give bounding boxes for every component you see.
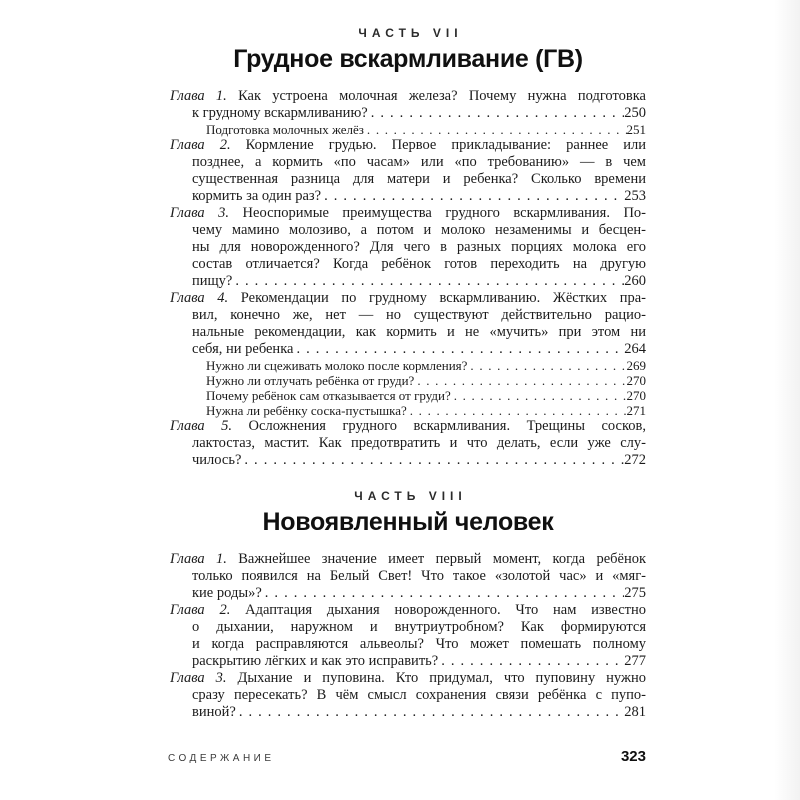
toc-entry-text: сразу пересекать? В чём смысл сохранения связи ребёнка с пупо- [192, 687, 646, 703]
toc-entry-text: Важнейшее значение имеет первый момент, когда ребёнок [238, 551, 646, 567]
toc-entry-last-line [170, 452, 646, 469]
toc-entry-text: Как устроена молочная железа? Почему нужна подготовка [238, 88, 646, 104]
entry-page-number: 277 [624, 653, 646, 669]
toc-entry [170, 403, 646, 418]
toc-entry-text: Дыхание и пуповина. Кто придумал, что пуповину нужно [237, 670, 646, 686]
toc-entry-text: Адаптация дыхания новорожденного. Что нам известно [245, 602, 646, 618]
toc-entry-last-line [170, 122, 646, 137]
footer-section-label: СОДЕРЖАНИЕ [168, 753, 275, 764]
entry-page-number: 253 [624, 188, 646, 204]
part-title: Грудное вскармливание (ГВ) [233, 45, 583, 73]
toc-entry-line [170, 619, 646, 636]
dot-leader [451, 388, 627, 403]
toc-entry-text: позднее, а кормить «по часам» или «по требованию» — в чем [192, 154, 646, 170]
toc-entry-line [170, 137, 646, 154]
toc-entry-text: пищу? [192, 273, 233, 289]
toc-root [170, 26, 646, 721]
toc-entry [170, 358, 646, 373]
toc-entry [170, 205, 646, 290]
toc-entry-last-line [170, 358, 646, 373]
toc-entry [170, 551, 646, 602]
toc-entry-text: виной? [192, 704, 236, 720]
toc-entry-text: Нужна ли ребёнку соска-пустышка? [206, 403, 407, 418]
toc-entry-text: раскрытию лёгких и как это исправить? [192, 653, 439, 669]
toc-entry-text: и когда расправляются альвеолы? Что может помешать полному [192, 636, 646, 652]
toc-entry-text: себя, ни ребенка [192, 341, 294, 357]
dot-leader [364, 122, 627, 137]
toc-entry-text: о дыхании, наружном и внутриутробном? Как формируются [192, 619, 646, 635]
toc-entry-text: Подготовка молочных желёз [206, 122, 364, 137]
dot-leader [321, 188, 624, 205]
part-title: Новоявленный человек [262, 508, 554, 536]
toc-entry-line [170, 435, 646, 452]
dot-leader [407, 403, 627, 418]
toc-entry-last-line [170, 273, 646, 290]
dot-leader [438, 653, 624, 670]
toc-entry [170, 373, 646, 388]
toc-entry-line [170, 205, 646, 222]
toc-entry-line [170, 418, 646, 435]
dot-leader [293, 341, 624, 358]
toc-entry-last-line [170, 585, 646, 602]
toc-entry [170, 290, 646, 358]
toc-entry-last-line [170, 403, 646, 418]
toc-entry-text: существенная разница для матери и ребенка? Сколько времени [192, 171, 646, 187]
toc-entry-last-line [170, 653, 646, 670]
toc-entry-last-line [170, 341, 646, 358]
chapter-label: Глава 5. [170, 418, 233, 434]
entry-page-number: 271 [626, 403, 646, 418]
entry-page-number: 281 [624, 704, 646, 720]
chapter-label: Глава 2. [170, 137, 231, 153]
folio-page-number: 323 [620, 748, 646, 765]
chapter-label: Глава 2. [170, 602, 231, 618]
toc-entry [170, 88, 646, 122]
toc-entry-text: состав отличается? Когда ребёнок готов переходить на другую [192, 256, 646, 272]
toc-entry-last-line [170, 105, 646, 122]
toc-entry-text: лактостаз, мастит. Как предотвратить и что делать, если уже слу- [192, 435, 646, 451]
toc-entry-last-line [170, 188, 646, 205]
entry-page-number: 251 [626, 122, 646, 137]
entry-page-number: 270 [626, 388, 646, 403]
toc-entry [170, 122, 646, 137]
toc-entry-line [170, 171, 646, 188]
chapter-label: Глава 3. [170, 205, 230, 221]
toc-list [170, 88, 646, 469]
toc-entry-text: кормить за один раз? [192, 188, 322, 204]
toc-entry-line [170, 154, 646, 171]
toc-entry-line [170, 551, 646, 568]
toc-list [170, 551, 646, 721]
entry-page-number: 272 [624, 452, 646, 468]
toc-entry-text: чилось? [192, 452, 242, 468]
toc-entry-text: кие роды»? [192, 585, 262, 601]
dot-leader [232, 273, 624, 290]
chapter-label: Глава 1. [170, 551, 227, 567]
toc-entry-text: Кормление грудью. Первое прикладывание: раннее или [245, 137, 646, 153]
dot-leader [368, 105, 625, 122]
toc-entry-text: ны для новорожденного? Для чего в разных порциях молока его [192, 239, 646, 255]
toc-entry-text: Рекомендации по грудному вскармливанию. Жёстких пра- [240, 290, 646, 306]
toc-entry [170, 418, 646, 469]
toc-entry-line [170, 307, 646, 324]
part-kicker: ЧАСТЬ VIII [354, 489, 467, 503]
toc-entry-text: только появился на Белый Свет! Что такое «золотой час» и «мяг- [192, 568, 646, 584]
dot-leader [236, 704, 624, 721]
toc-entry-line [170, 602, 646, 619]
dot-leader [467, 358, 626, 373]
entry-page-number: 264 [624, 341, 646, 357]
toc-entry-text: вил, конечно же, нет — но существуют действительно рацио- [192, 307, 646, 323]
toc-entry-text: Осложнения грудного вскармливания. Трещины сосков, [248, 418, 646, 434]
dot-leader [241, 452, 624, 469]
toc-entry-text: Нужно ли отлучать ребёнка от груди? [206, 373, 415, 388]
toc-entry-last-line [170, 388, 646, 403]
toc-entry [170, 602, 646, 670]
toc-entry-text: нальные рекомендации, как кормить и не «мучить» при этом ни [192, 324, 646, 340]
toc-entry-text: к грудному вскармливанию? [192, 105, 368, 121]
toc-entry [170, 670, 646, 721]
dot-leader [262, 585, 624, 602]
chapter-label: Глава 4. [170, 290, 229, 306]
page-footer [168, 748, 646, 765]
toc-entry-last-line [170, 373, 646, 388]
toc-entry-last-line [170, 704, 646, 721]
toc-entry-line [170, 290, 646, 307]
toc-entry-line [170, 239, 646, 256]
toc-entry-line [170, 568, 646, 585]
entry-page-number: 269 [626, 358, 646, 373]
dot-leader [414, 373, 626, 388]
entry-page-number: 270 [626, 373, 646, 388]
toc-entry-line [170, 256, 646, 273]
toc-entry [170, 388, 646, 403]
entry-page-number: 250 [624, 105, 646, 121]
toc-entry-line [170, 222, 646, 239]
toc-entry-text: чему мамино молозиво, а потом и молоко незаменимы и бесцен- [192, 222, 646, 238]
chapter-label: Глава 1. [170, 88, 227, 104]
toc-entry-text: Почему ребёнок сам отказывается от груди? [206, 388, 451, 403]
chapter-label: Глава 3. [170, 670, 227, 686]
toc-entry-line [170, 687, 646, 704]
entry-page-number: 275 [624, 585, 646, 601]
toc-entry [170, 137, 646, 205]
part-kicker: ЧАСТЬ VII [358, 26, 463, 40]
toc-entry-line [170, 324, 646, 341]
toc-entry-text: Неоспоримые преимущества грудного вскармливания. По- [242, 205, 646, 221]
toc-entry-line [170, 670, 646, 687]
toc-part [170, 26, 646, 469]
toc-content [170, 26, 646, 721]
entry-page-number: 260 [624, 273, 646, 289]
toc-part [170, 489, 646, 721]
toc-entry-text: Нужно ли сцеживать молоко после кормления? [206, 358, 468, 373]
toc-entry-line [170, 636, 646, 653]
toc-entry-line [170, 88, 646, 105]
